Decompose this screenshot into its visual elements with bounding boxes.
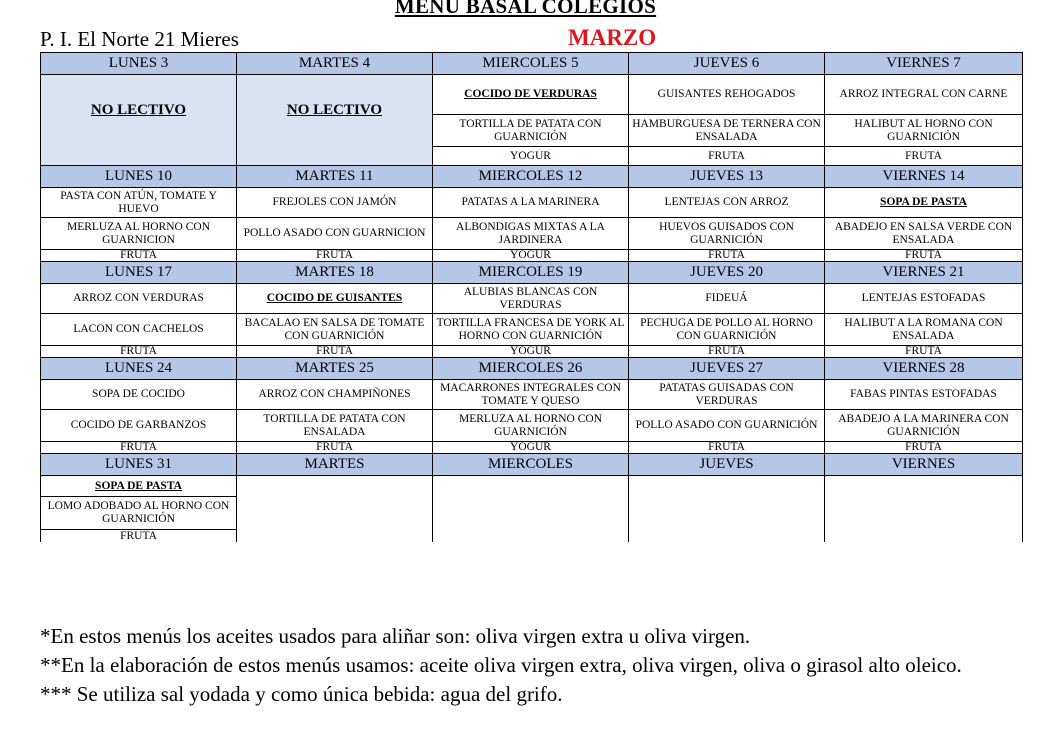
dish-cell: LENTEJAS CON ARROZ — [629, 188, 825, 218]
menu-table — [40, 52, 1023, 542]
dessert-cell: FRUTA — [629, 147, 825, 166]
month-label: MARZO — [568, 25, 657, 50]
dish-cell: TORTILLA DE PATATA CON ENSALADA — [237, 410, 433, 442]
dish-cell: POLLO ASADO CON GUARNICIÓN — [629, 410, 825, 442]
day-header: MIERCOLES 19 — [433, 262, 629, 284]
dish-cell: COCIDO DE VERDURAS — [433, 75, 629, 115]
dessert-cell: FRUTA — [629, 250, 825, 262]
day-header: LUNES 10 — [41, 166, 237, 188]
dish-cell: TORTILLA DE PATATA CON GUARNICIÓN — [433, 115, 629, 147]
dish-cell: POLLO ASADO CON GUARNICION — [237, 218, 433, 250]
first-course-row — [41, 188, 1023, 218]
dessert-cell: FRUTA — [237, 346, 433, 358]
no-lectivo-cell: NO LECTIVO — [41, 75, 237, 166]
dish-cell: PATATAS GUISADAS CON VERDURAS — [629, 380, 825, 410]
day-header: LUNES 3 — [41, 53, 237, 75]
dessert-row — [41, 442, 1023, 454]
day-header: LUNES 24 — [41, 358, 237, 380]
day-header: JUEVES 6 — [629, 53, 825, 75]
empty-cell — [629, 476, 825, 543]
dessert-cell: FRUTA — [41, 346, 237, 358]
dessert-cell: FRUTA — [825, 346, 1023, 358]
dish-cell: ABADEJO EN SALSA VERDE CON ENSALADA — [825, 218, 1023, 250]
dessert-cell: YOGUR — [433, 250, 629, 262]
dessert-cell: YOGUR — [433, 147, 629, 166]
day-header: MIERCOLES — [433, 454, 629, 476]
second-course-row — [41, 410, 1023, 442]
first-course-row — [41, 75, 1023, 115]
dish-cell: SOPA DE PASTA — [41, 476, 237, 497]
dish-cell: COCIDO DE GUISANTES — [237, 284, 433, 314]
day-header: MARTES 25 — [237, 358, 433, 380]
dish-cell: LOMO ADOBADO AL HORNO CON GUARNICIÓN — [41, 497, 237, 530]
dish-cell: HUEVOS GUISADOS CON GUARNICIÓN — [629, 218, 825, 250]
menu-title: MENU BASAL COLEGIOS — [394, 0, 657, 18]
dish-cell: MERLUZA AL HORNO CON GUARNICIÓN — [433, 410, 629, 442]
dish-cell: ABADEJO A LA MARINERA CON GUARNICIÓN — [825, 410, 1023, 442]
dessert-cell: FRUTA — [825, 250, 1023, 262]
week-header-row — [41, 262, 1023, 284]
dessert-cell: FRUTA — [629, 442, 825, 454]
day-header: JUEVES 27 — [629, 358, 825, 380]
school-address: P. I. El Norte 21 Mieres — [40, 27, 239, 51]
dish-cell: LACON CON CACHELOS — [41, 314, 237, 346]
day-header: MARTES — [237, 454, 433, 476]
dish-cell: ARROZ INTEGRAL CON CARNE — [825, 75, 1023, 115]
day-header: MARTES 11 — [237, 166, 433, 188]
day-header: JUEVES — [629, 454, 825, 476]
first-course-row — [41, 284, 1023, 314]
no-lectivo-cell: NO LECTIVO — [237, 75, 433, 166]
week-header-row — [41, 454, 1023, 476]
dish-cell: ALUBIAS BLANCAS CON VERDURAS — [433, 284, 629, 314]
day-header: MIERCOLES 26 — [433, 358, 629, 380]
dish-cell: SOPA DE PASTA — [825, 188, 1023, 218]
dessert-cell: FRUTA — [825, 442, 1023, 454]
dessert-row — [41, 250, 1023, 262]
dish-cell: ARROZ CON VERDURAS — [41, 284, 237, 314]
dish-cell: FABAS PINTAS ESTOFADAS — [825, 380, 1023, 410]
day-header: VIERNES 7 — [825, 53, 1023, 75]
day-header: VIERNES 21 — [825, 262, 1023, 284]
dish-cell: GUISANTES REHOGADOS — [629, 75, 825, 115]
day-header: JUEVES 20 — [629, 262, 825, 284]
day-header: MARTES 18 — [237, 262, 433, 284]
dessert-cell: YOGUR — [433, 442, 629, 454]
dessert-row — [41, 346, 1023, 358]
dessert-cell: FRUTA — [41, 250, 237, 262]
dish-cell: HALIBUT AL HORNO CON GUARNICIÓN — [825, 115, 1023, 147]
dish-cell: SOPA DE COCIDO — [41, 380, 237, 410]
notes-section — [40, 622, 1030, 709]
dish-cell: FIDEUÁ — [629, 284, 825, 314]
dish-cell: MACARRONES INTEGRALES CON TOMATE Y QUESO — [433, 380, 629, 410]
dish-cell: MERLUZA AL HORNO CON GUARNICION — [41, 218, 237, 250]
day-header: MIERCOLES 5 — [433, 53, 629, 75]
dish-cell: PATATAS A LA MARINERA — [433, 188, 629, 218]
first-course-row — [41, 476, 1023, 497]
dish-cell: ALBONDIGAS MIXTAS A LA JARDINERA — [433, 218, 629, 250]
dish-cell: FREJOLES CON JAMÓN — [237, 188, 433, 218]
week-header-row — [41, 53, 1023, 75]
dessert-cell: FRUTA — [41, 530, 237, 543]
dish-cell: PASTA CON ATÚN, TOMATE Y HUEVO — [41, 188, 237, 218]
day-header: JUEVES 13 — [629, 166, 825, 188]
empty-cell — [825, 476, 1023, 543]
note-line: *** Se utiliza sal yodada y como única bebida: agua del grifo. — [40, 682, 563, 706]
note-line: *En estos menús los aceites usados para aliñar son: oliva virgen extra u oliva virgen. — [40, 624, 751, 648]
day-header: VIERNES 28 — [825, 358, 1023, 380]
dessert-cell: FRUTA — [41, 442, 237, 454]
week-header-row — [41, 166, 1023, 188]
first-course-row — [41, 380, 1023, 410]
note-line: **En la elaboración de estos menús usamos: aceite oliva virgen extra, oliva virgen, oliva o girasol alto oleico. — [40, 653, 962, 677]
day-header: VIERNES — [825, 454, 1023, 476]
dish-cell: HALIBUT A LA ROMANA CON ENSALADA — [825, 314, 1023, 346]
dish-cell: TORTILLA FRANCESA DE YORK AL HORNO CON GUARNICIÓN — [433, 314, 629, 346]
second-course-row — [41, 218, 1023, 250]
day-header: LUNES 31 — [41, 454, 237, 476]
dish-cell: COCIDO DE GARBANZOS — [41, 410, 237, 442]
dish-cell: LENTEJAS ESTOFADAS — [825, 284, 1023, 314]
empty-cell — [433, 476, 629, 543]
dish-cell: BACALAO EN SALSA DE TOMATE CON GUARNICIÓN — [237, 314, 433, 346]
day-header: MARTES 4 — [237, 53, 433, 75]
empty-cell — [237, 476, 433, 543]
day-header: VIERNES 14 — [825, 166, 1023, 188]
dish-cell: HAMBURGUESA DE TERNERA CON ENSALADA — [629, 115, 825, 147]
day-header: LUNES 17 — [41, 262, 237, 284]
day-header: MIERCOLES 12 — [433, 166, 629, 188]
dessert-cell: YOGUR — [433, 346, 629, 358]
dessert-cell: FRUTA — [237, 442, 433, 454]
dessert-cell: FRUTA — [825, 147, 1023, 166]
dessert-cell: FRUTA — [237, 250, 433, 262]
second-course-row — [41, 314, 1023, 346]
week-header-row — [41, 358, 1023, 380]
dish-cell: ARROZ CON CHAMPIÑONES — [237, 380, 433, 410]
dessert-cell: FRUTA — [629, 346, 825, 358]
dish-cell: PECHUGA DE POLLO AL HORNO CON GUARNICIÓN — [629, 314, 825, 346]
